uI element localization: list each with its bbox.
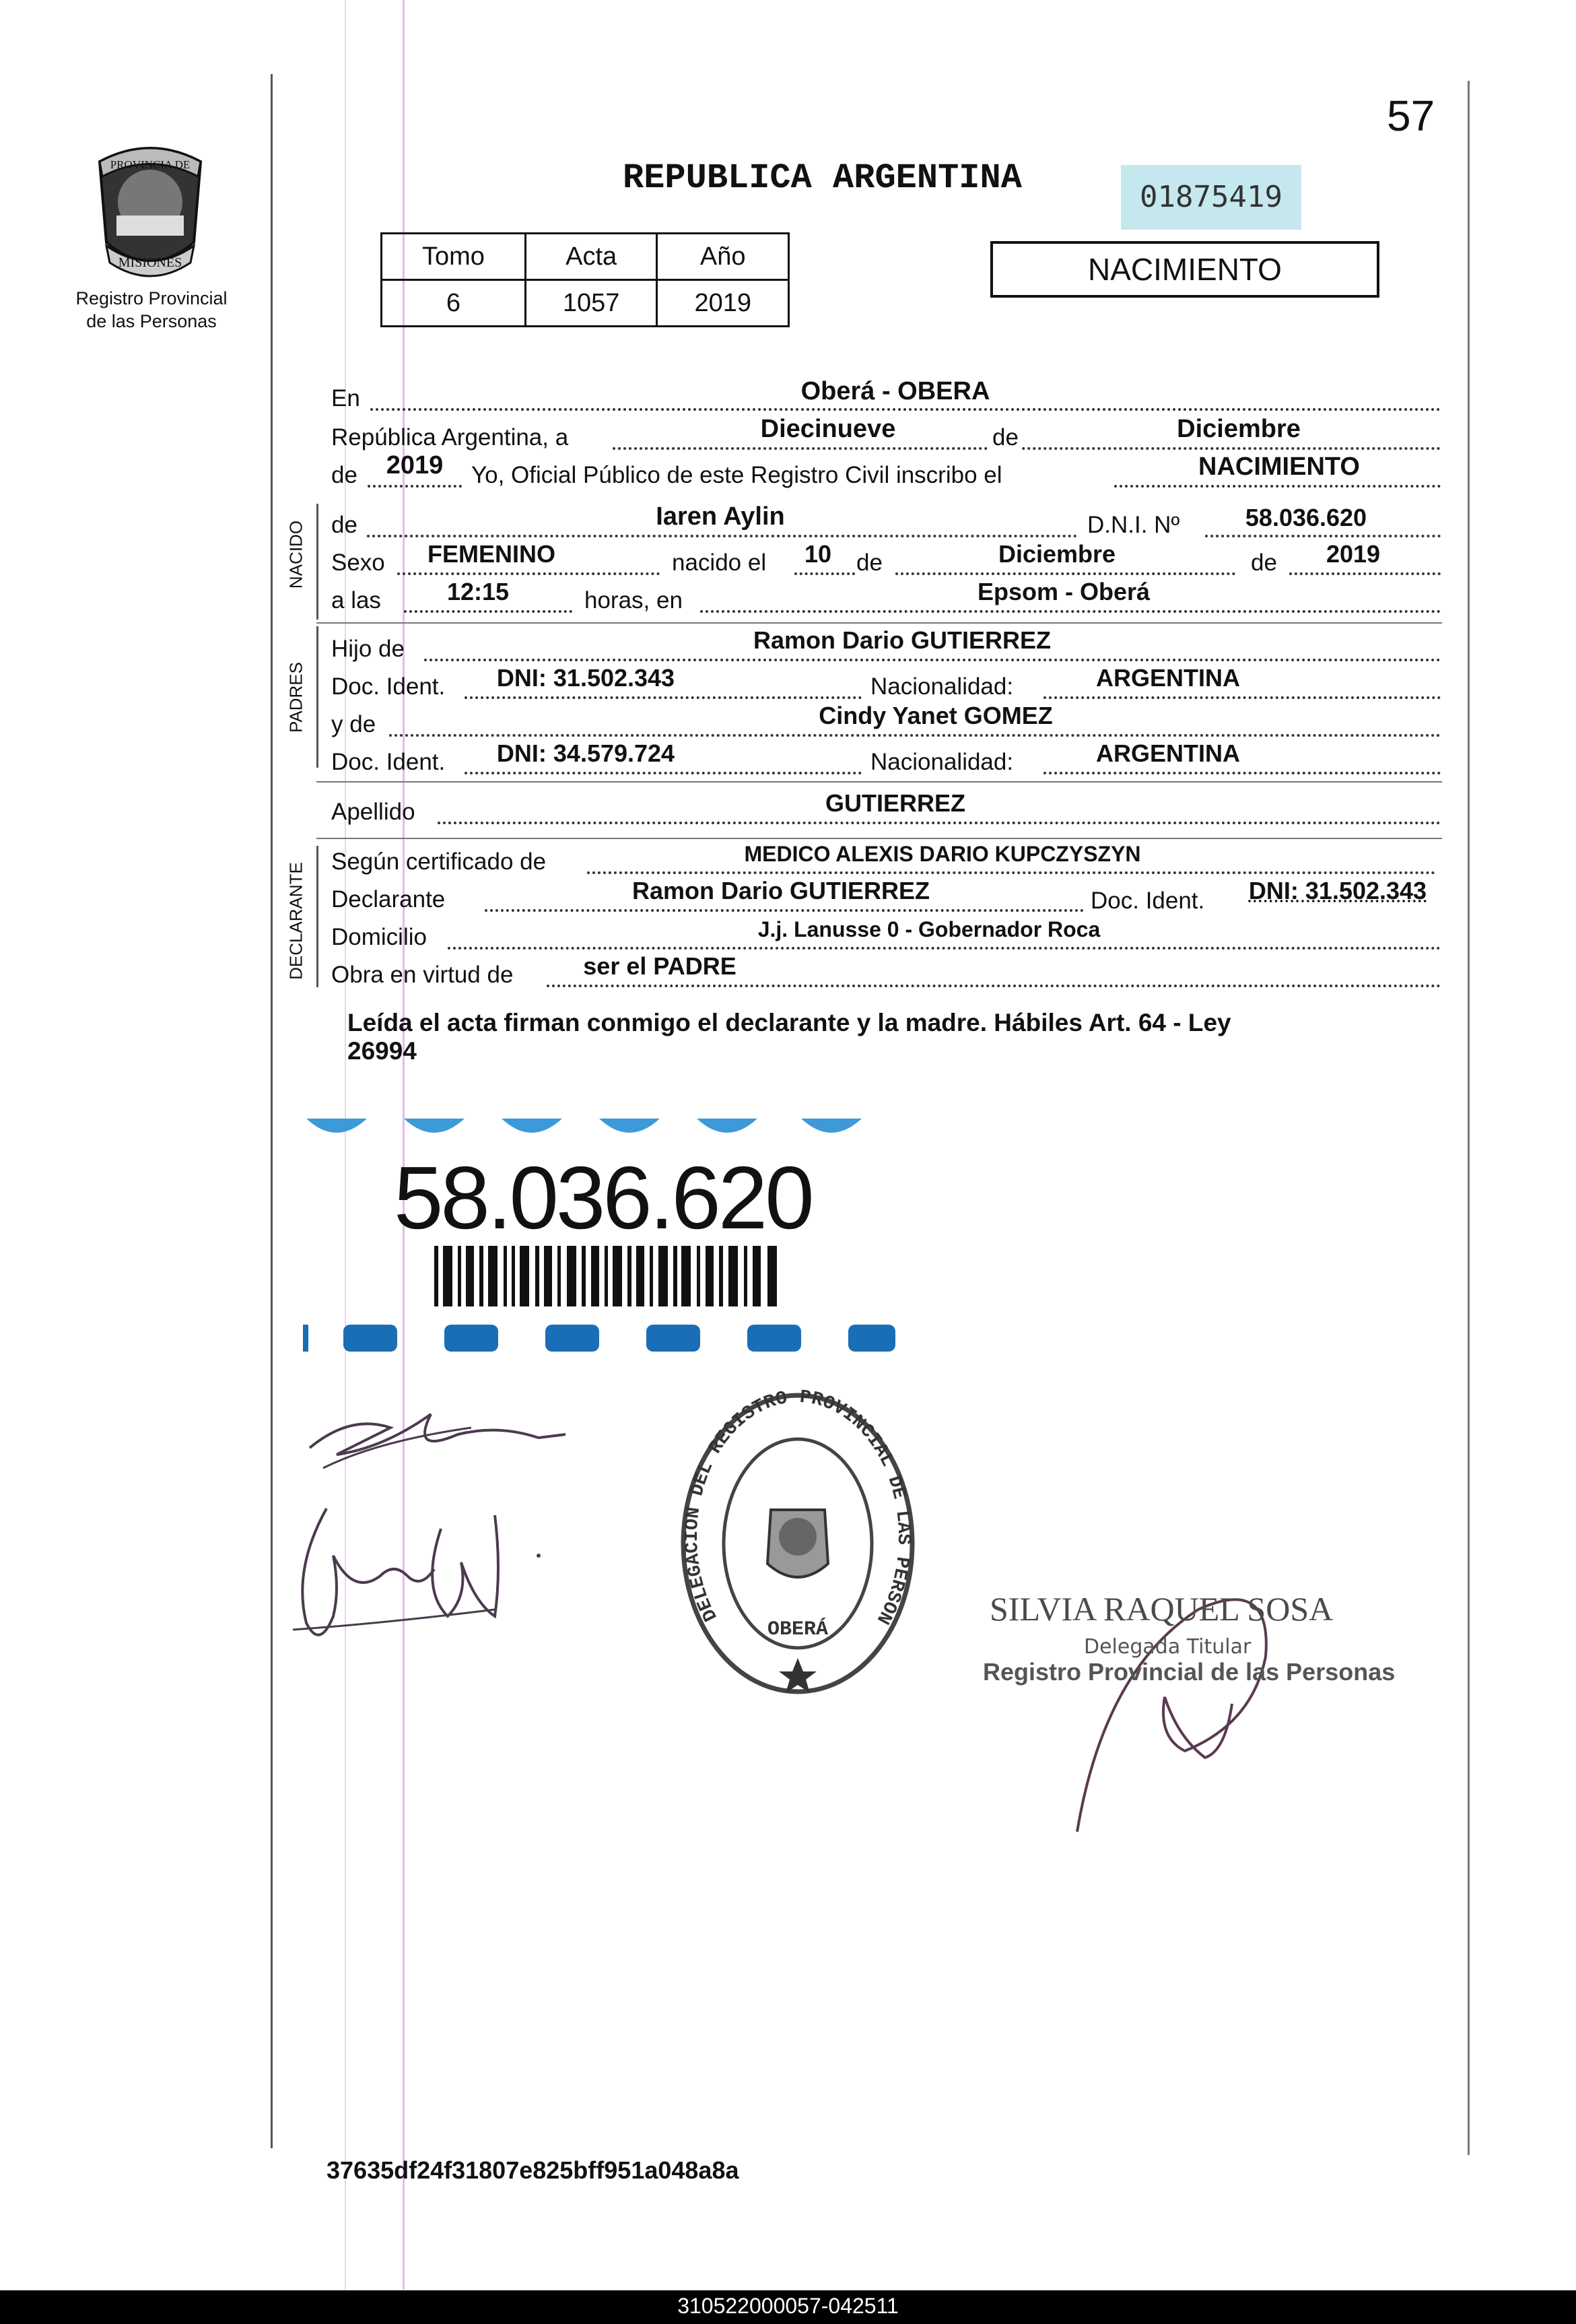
dni-label: D.N.I. Nº bbox=[1087, 512, 1180, 538]
value-tomo: 6 bbox=[382, 280, 526, 327]
dotted-line bbox=[1043, 772, 1441, 774]
nacido-bracket bbox=[316, 504, 318, 620]
declarante-doc-label: Doc. Ident. bbox=[1091, 888, 1205, 914]
sexo-value: FEMENINO bbox=[427, 540, 555, 568]
declarante-doc-value: DNI: 31.502.343 bbox=[1248, 877, 1427, 904]
seal-top-text: PROVINCIA DE bbox=[110, 158, 191, 171]
value-acta: 1057 bbox=[525, 280, 657, 327]
official-title: Delegada Titular bbox=[1084, 1635, 1252, 1659]
child-name-value: Iaren Aylin bbox=[656, 502, 785, 531]
dotted-line bbox=[438, 822, 1441, 824]
birth-place-value: Epsom - Oberá bbox=[977, 578, 1151, 605]
sexo-label: Sexo bbox=[331, 550, 385, 576]
apellido-value: GUTIERREZ bbox=[825, 789, 965, 817]
en-label: En bbox=[331, 385, 360, 411]
header-anio: Año bbox=[657, 234, 789, 280]
section-label-padres: PADRES bbox=[285, 662, 306, 733]
official-text: Yo, Oficial Público de este Registro Civil inscribo el bbox=[471, 462, 1002, 488]
dotted-line bbox=[547, 985, 1441, 987]
obra-value: ser el PADRE bbox=[583, 952, 736, 980]
closing-line1: Leída el acta firman conmigo el declarante y la madre. Hábiles Art. 64 - Ley bbox=[347, 1009, 1231, 1036]
section-divider bbox=[316, 838, 1442, 839]
year-value: 2019 bbox=[386, 451, 444, 479]
org-name-line1: Registro Provincial bbox=[75, 288, 228, 308]
padres-bracket bbox=[316, 626, 318, 768]
official-name: SILVIA RAQUEL SOSA bbox=[990, 1590, 1334, 1628]
day-words-value: Diecinueve bbox=[760, 415, 896, 443]
birth-month-value: Diciembre bbox=[998, 540, 1116, 568]
official-signature bbox=[1050, 1535, 1333, 1845]
mother-doc-value: DNI: 34.579.724 bbox=[496, 739, 675, 767]
father-nationality-value: ARGENTINA bbox=[1096, 664, 1240, 692]
nacido-de-label: de bbox=[331, 512, 357, 538]
dotted-line bbox=[368, 485, 462, 488]
y-de-label: y de bbox=[331, 711, 376, 737]
cert-value: MEDICO ALEXIS DARIO KUPCZYSZYN bbox=[744, 842, 1141, 866]
document-hash: 37635df24f31807e825bff951a048a8a bbox=[327, 2156, 739, 2184]
register-table bbox=[380, 232, 790, 327]
place-value: Oberá - OBERA bbox=[800, 377, 990, 405]
cert-label: Según certificado de bbox=[331, 849, 547, 875]
footer-code: 310522000057-042511 bbox=[677, 2294, 899, 2318]
nacido-el-label: nacido el bbox=[672, 550, 767, 576]
act-type-box: NACIMIENTO bbox=[990, 241, 1379, 298]
declarante-label: Declarante bbox=[331, 886, 446, 912]
birth-time-value: 12:15 bbox=[446, 578, 510, 605]
serial-number: 01875419 bbox=[1121, 165, 1301, 230]
province-emblem bbox=[79, 135, 221, 283]
hijo-de-label: Hijo de bbox=[331, 636, 405, 662]
mother-nationality-value: ARGENTINA bbox=[1096, 739, 1240, 767]
dotted-line bbox=[895, 572, 1235, 575]
birth-year-value: 2019 bbox=[1326, 540, 1381, 568]
header-acta: Acta bbox=[525, 234, 657, 280]
father-doc-value: DNI: 31.502.343 bbox=[496, 664, 675, 692]
section-label-declarante: DECLARANTE bbox=[285, 862, 306, 980]
horas-label: horas, en bbox=[584, 587, 683, 613]
dotted-line bbox=[389, 734, 1441, 737]
dotted-line bbox=[367, 535, 1077, 537]
de-label-3: de bbox=[1251, 550, 1277, 576]
dotted-line bbox=[1289, 572, 1441, 575]
dotted-line bbox=[448, 947, 1441, 950]
de-label: de bbox=[990, 424, 1021, 451]
dni-sticker bbox=[303, 1115, 895, 1357]
stamp-city-text: OBERÁ bbox=[767, 1618, 829, 1641]
child-dni-value: 58.036.620 bbox=[1245, 504, 1367, 531]
signature-declarante bbox=[296, 1387, 579, 1495]
dotted-line bbox=[424, 659, 1441, 661]
birth-day-value: 10 bbox=[804, 540, 832, 568]
sticker-dni-number: 58.036.620 bbox=[394, 1148, 812, 1247]
seal-bottom-text: MISIONES bbox=[118, 255, 182, 270]
domicilio-label: Domicilio bbox=[331, 924, 427, 950]
stamp-ring-text: DELEGACION DEL REGISTRO PROVINCIAL DE LAS PERSON bbox=[681, 1389, 914, 1628]
dotted-line bbox=[370, 408, 1441, 411]
oval-stamp bbox=[677, 1389, 919, 1698]
month-value: Diciembre bbox=[1177, 415, 1301, 443]
dotted-line bbox=[465, 772, 862, 774]
year-label: de bbox=[331, 462, 357, 488]
mother-name-value: Cindy Yanet GOMEZ bbox=[819, 702, 1053, 729]
dotted-line bbox=[397, 572, 660, 575]
dotted-line bbox=[404, 610, 572, 613]
dotted-line bbox=[613, 447, 1441, 450]
value-anio: 2019 bbox=[657, 280, 789, 327]
page-number: 57 bbox=[1387, 92, 1435, 140]
section-divider bbox=[316, 622, 1442, 624]
dotted-line bbox=[485, 909, 1084, 912]
right-frame-line bbox=[1468, 81, 1470, 2155]
left-frame-line bbox=[271, 74, 273, 2148]
section-divider bbox=[316, 781, 1442, 783]
signature-mother bbox=[286, 1488, 569, 1657]
dotted-line bbox=[1205, 535, 1441, 537]
apellido-label: Apellido bbox=[331, 799, 415, 825]
document-title: REPUBLICA ARGENTINA bbox=[623, 158, 1022, 198]
closing-line2: 26994 bbox=[347, 1037, 417, 1065]
father-doc-label: Doc. Ident. bbox=[331, 673, 446, 700]
alas-label: a las bbox=[331, 587, 381, 613]
event-value: NACIMIENTO bbox=[1198, 453, 1360, 481]
domicilio-value: J.j. Lanusse 0 - Gobernador Roca bbox=[757, 917, 1101, 941]
mother-nationality-label: Nacionalidad: bbox=[870, 749, 1014, 775]
dotted-line bbox=[794, 572, 855, 575]
dotted-line bbox=[465, 696, 862, 699]
declarante-bracket bbox=[316, 846, 318, 987]
declarante-name-value: Ramon Dario GUTIERREZ bbox=[631, 877, 930, 904]
section-label-nacido: NACIDO bbox=[285, 520, 306, 589]
father-nationality-label: Nacionalidad: bbox=[870, 673, 1014, 700]
dotted-line bbox=[700, 610, 1441, 613]
dotted-line bbox=[1043, 696, 1441, 699]
dotted-line bbox=[587, 871, 1435, 874]
father-name-value: Ramon Dario GUTIERREZ bbox=[753, 626, 1052, 654]
org-name-line2: de las Personas bbox=[86, 311, 217, 331]
republica-label: República Argentina, a bbox=[331, 424, 569, 451]
de-label-2: de bbox=[856, 550, 883, 576]
header-tomo: Tomo bbox=[382, 234, 526, 280]
official-org: Registro Provincial de las Personas bbox=[983, 1658, 1396, 1686]
dotted-line bbox=[1114, 485, 1441, 488]
mother-doc-label: Doc. Ident. bbox=[331, 749, 446, 775]
obra-label: Obra en virtud de bbox=[331, 962, 514, 988]
